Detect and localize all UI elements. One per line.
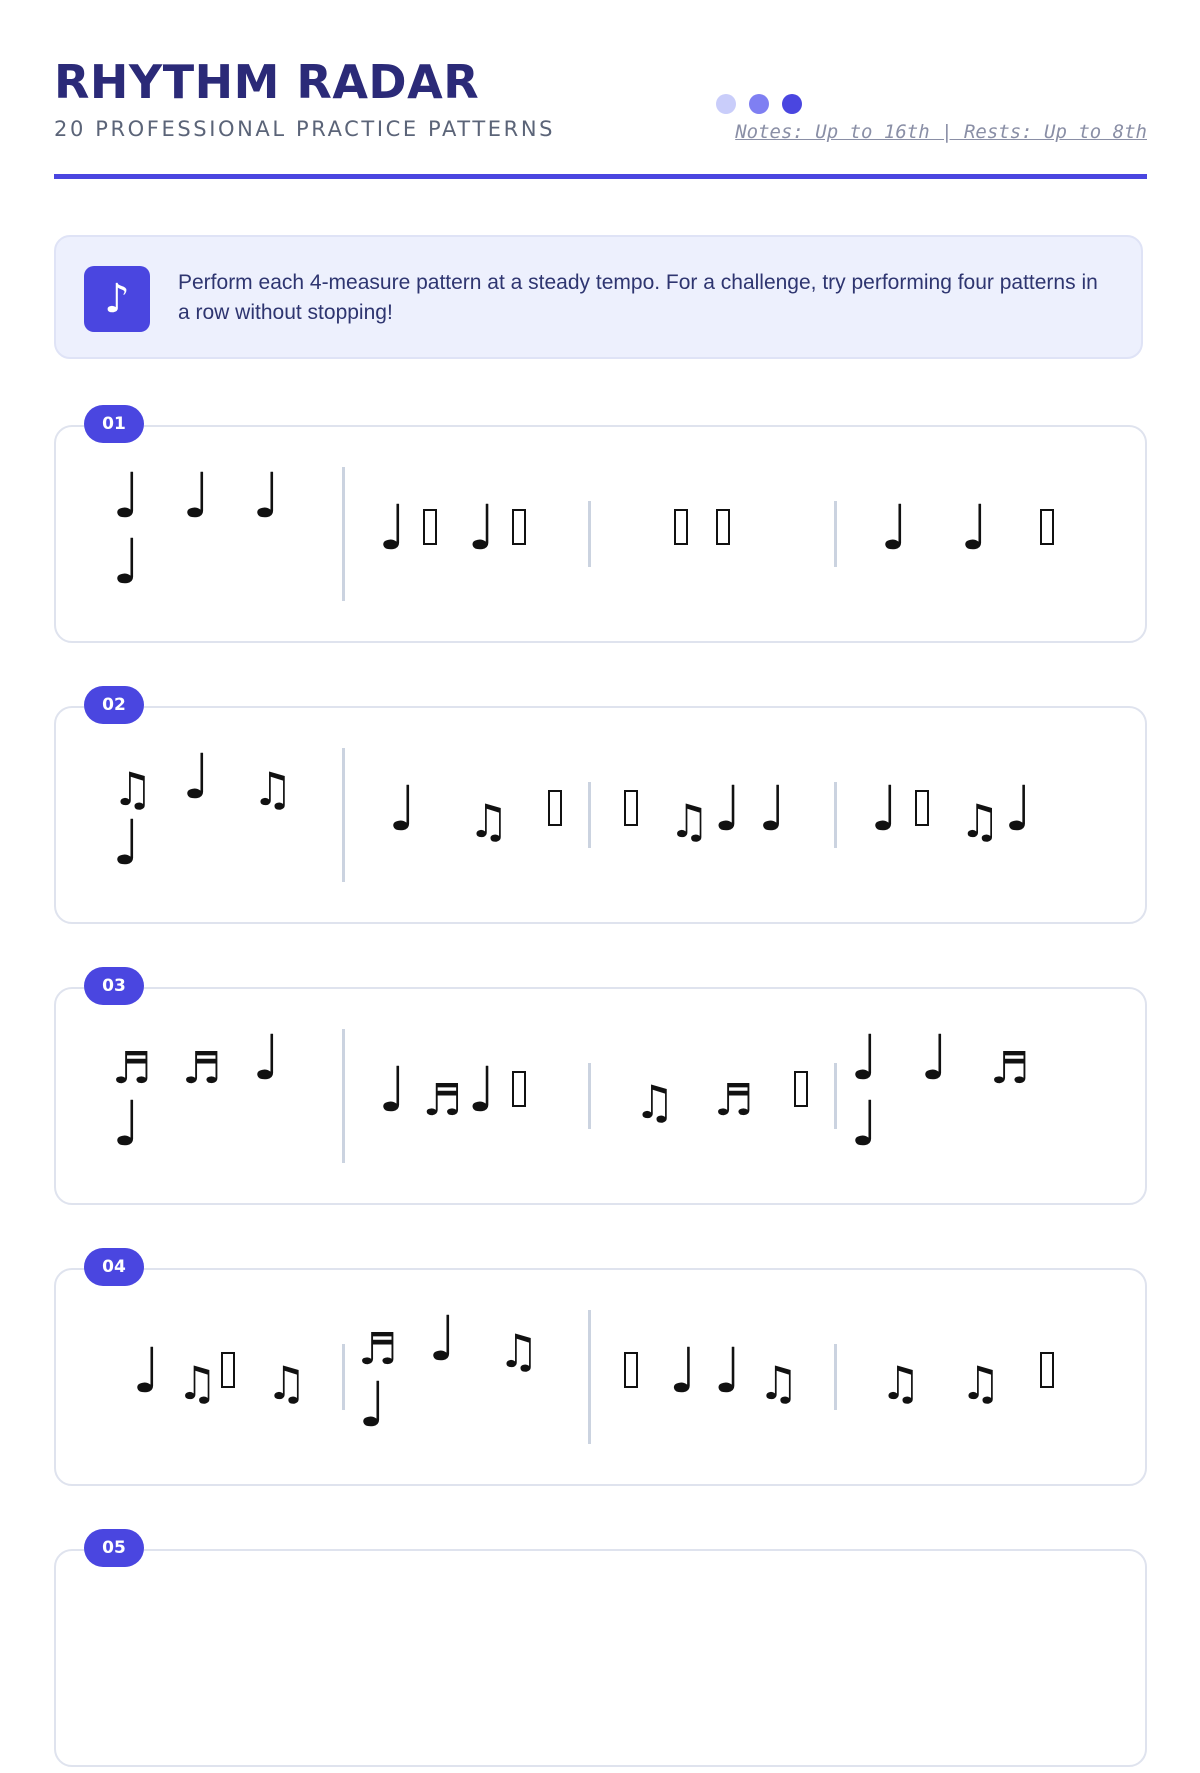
quarter-note-symbol: ♩: [467, 1053, 497, 1126]
eighth-notes-symbol: ♫: [468, 794, 510, 848]
barline: [834, 1063, 837, 1129]
pattern-01: [54, 405, 1147, 649]
instructions-panel: [54, 235, 1143, 359]
quarter-note-symbol: ♩: [182, 459, 212, 532]
measure-1: [102, 1308, 342, 1468]
measure-1: [102, 740, 342, 906]
measure-3: [594, 1308, 834, 1468]
measure-4: [840, 1021, 1080, 1187]
rest-icon: [624, 790, 638, 826]
quarter-note-symbol: ♩: [252, 459, 282, 532]
quarter-note-symbol: ♩: [467, 491, 497, 564]
eighth-notes-symbol: ♫: [959, 794, 1001, 848]
rest-icon: [1040, 1352, 1054, 1388]
pattern-measures: [102, 740, 1122, 906]
quarter-note-symbol: ♩: [358, 1368, 388, 1441]
page-title: RHYTHM RADAR: [54, 55, 480, 109]
eighth-notes-symbol: ♫: [498, 1324, 540, 1378]
quarter-note-symbol: ♩: [850, 1021, 880, 1094]
measure-2: [348, 746, 588, 906]
quarter-note-symbol: ♩: [428, 1302, 458, 1375]
rest-icon: [512, 509, 526, 545]
measure-2: [348, 465, 588, 625]
measure-1: [102, 459, 342, 625]
eighth-notes-symbol: ♫: [880, 1356, 922, 1410]
measure-1: [102, 1021, 342, 1187]
sixteenth-notes-symbol: ♬: [714, 1075, 754, 1126]
rest-icon: [624, 1352, 638, 1388]
quarter-note-symbol: ♩: [668, 1334, 698, 1407]
rest-symbol: [794, 1071, 808, 1113]
quarter-note-symbol: ♩: [870, 772, 900, 845]
rest-icon: [423, 509, 437, 545]
measure-4: [840, 465, 1080, 625]
quarter-note-symbol: ♩: [112, 459, 142, 532]
measure-3: [594, 746, 834, 906]
rest-symbol: [512, 509, 526, 551]
rest-symbol: [512, 1071, 526, 1113]
page-subtitle: 20 PROFESSIONAL PRACTICE PATTERNS: [54, 117, 556, 141]
music-note-icon: ♪: [84, 266, 150, 332]
quarter-note-symbol: ♩: [378, 491, 408, 564]
measure-3: [594, 1027, 834, 1187]
barline: [588, 782, 591, 848]
pattern-number-badge: 02: [84, 686, 144, 724]
rest-symbol: [716, 509, 730, 551]
quarter-note-symbol: ♩: [132, 1334, 162, 1407]
rest-symbol: [423, 509, 437, 551]
barline: [342, 1344, 345, 1410]
rest-symbol: [221, 1352, 235, 1394]
sixteenth-notes-symbol: ♬: [182, 1043, 222, 1094]
rest-icon: [512, 1071, 526, 1107]
decorative-dots: [716, 94, 802, 114]
quarter-note-symbol: ♩: [182, 740, 212, 813]
rest-symbol: [915, 790, 929, 832]
eighth-notes-symbol: ♫: [757, 1356, 800, 1410]
eighth-notes-symbol: ♫: [176, 1356, 218, 1410]
eighth-notes-symbol: ♫: [668, 794, 710, 848]
eighth-notes-symbol: ♫: [960, 1356, 1002, 1410]
pattern-number-badge: 03: [84, 967, 144, 1005]
pattern-03: [54, 967, 1147, 1211]
barline: [834, 782, 837, 848]
quarter-note-symbol: ♩: [112, 1087, 142, 1160]
barline: [342, 1029, 345, 1163]
quarter-note-symbol: ♩: [850, 1087, 880, 1160]
rest-icon: [794, 1071, 808, 1107]
measure-2: [348, 1027, 588, 1187]
barline: [834, 1344, 837, 1410]
measure-2: [348, 1302, 588, 1468]
barline: [342, 467, 345, 601]
rest-symbol: [1040, 1352, 1054, 1394]
pattern-02: [54, 686, 1147, 930]
rest-icon: [548, 790, 562, 826]
pattern-number-badge: 05: [84, 1529, 144, 1567]
dot-light: [716, 94, 736, 114]
pattern-measures: [102, 1302, 1122, 1468]
measure-4: [840, 1308, 1080, 1468]
quarter-note-symbol: ♩: [388, 772, 418, 845]
quarter-note-symbol: ♩: [378, 1053, 408, 1126]
instructions-text: Perform each 4-measure pattern at a steady tempo. For a challenge, try performing four patterns in a row without stopping!: [178, 271, 1098, 324]
pattern-number-badge: 04: [84, 1248, 144, 1286]
dot-medium: [749, 94, 769, 114]
measure-3: [594, 465, 834, 625]
pattern-05: [54, 1529, 1147, 1773]
pattern-measures: [102, 1021, 1122, 1187]
quarter-note-symbol: ♩: [880, 491, 910, 564]
quarter-note-symbol: ♩: [757, 772, 788, 845]
barline: [342, 748, 345, 882]
quarter-note-symbol: ♩: [920, 1021, 950, 1094]
quarter-note-symbol: ♩: [112, 525, 142, 598]
barline: [588, 1310, 591, 1444]
barline: [834, 501, 837, 567]
quarter-note-symbol: ♩: [112, 806, 142, 879]
eighth-notes-symbol: ♫: [265, 1356, 308, 1410]
quarter-note-symbol: ♩: [713, 1334, 743, 1407]
rest-icon: [1040, 509, 1054, 545]
rest-symbol: [1040, 509, 1054, 551]
eighth-notes-symbol: ♫: [634, 1075, 676, 1129]
rest-symbol: [624, 790, 638, 832]
quarter-note-symbol: ♩: [1003, 772, 1034, 845]
measure-4: [840, 746, 1080, 906]
eighth-notes-symbol: ♫: [252, 762, 294, 816]
rest-icon: [915, 790, 929, 826]
sixteenth-notes-symbol: ♬: [422, 1075, 463, 1126]
quarter-note-symbol: ♩: [713, 772, 743, 845]
pattern-04: [54, 1248, 1147, 1492]
rest-icon: [716, 509, 730, 545]
dot-dark: [782, 94, 802, 114]
rest-icon: [221, 1352, 235, 1388]
barline: [588, 501, 591, 567]
sixteenth-notes-symbol: ♬: [990, 1043, 1030, 1094]
rest-icon: [674, 509, 688, 545]
eighth-notes-symbol: ♫: [112, 762, 154, 816]
sixteenth-notes-symbol: ♬: [112, 1043, 152, 1094]
pattern-measures: [102, 459, 1122, 625]
pattern-number-badge: 01: [84, 405, 144, 443]
rest-symbol: [674, 509, 688, 551]
quarter-note-symbol: ♩: [960, 491, 990, 564]
rest-symbol: [624, 1352, 638, 1394]
pattern-measures: [102, 1589, 1122, 1749]
quarter-note-symbol: ♩: [252, 1021, 282, 1094]
header-divider: [54, 174, 1147, 179]
rest-symbol: [548, 790, 562, 832]
legend-note: Notes: Up to 16th | Rests: Up to 8th: [735, 121, 1147, 143]
sixteenth-notes-symbol: ♬: [358, 1324, 398, 1375]
barline: [588, 1063, 591, 1129]
